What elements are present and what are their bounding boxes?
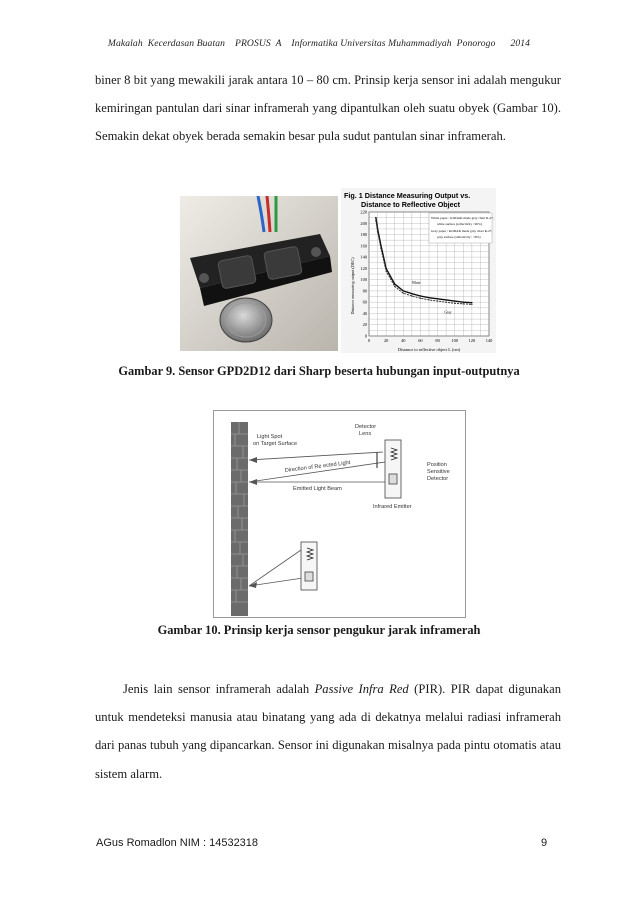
data-point-gray: [380, 248, 381, 249]
data-point-gray: [403, 292, 404, 293]
coin-icon: [220, 298, 272, 342]
x-tick-label: 140: [485, 338, 493, 343]
paragraph-1: biner 8 bit yang mewakili jarak antara 10 – 80 cm. Prinsip kerja sensor ini adalah mengukur kemiringan pantulan dari sinar inframerah yang dipantulkan oleh suatu obyek (Gambar 10). Semakin dekat obyek berada semakin besar pula sudut pantulan sinar inframerah.: [95, 73, 561, 144]
label-psd-1: Position: [427, 462, 447, 468]
data-point-white: [420, 295, 421, 296]
data-point-white: [428, 297, 429, 298]
legend-line2: white surface (reflectivity : 90%): [437, 222, 483, 226]
paragraph-2-emphasis: Passive Infra Red: [314, 682, 409, 696]
data-point-gray: [437, 300, 438, 301]
ir-principle-diagram: [213, 410, 466, 618]
data-point-gray: [377, 231, 378, 232]
data-point-white: [471, 302, 472, 303]
figure9-caption: Gambar 9. Sensor GPD2D12 dari Sharp beserta hubungan input-outputnya: [118, 364, 520, 378]
page-number: 9: [541, 837, 548, 849]
running-header: Makalah Kecerdasan Buatan PROSUS A Informatika Universitas Muhammadiyah Ponorogo 2014: [107, 38, 531, 49]
label-emitted-beam: Emitted Light Beam: [293, 486, 342, 492]
data-point-white: [375, 217, 376, 218]
y-tick-label: 0: [364, 333, 367, 339]
data-point-gray: [385, 270, 386, 271]
y-tick-label: 100: [360, 277, 367, 283]
sensor-assembly-near: [301, 542, 317, 590]
label-psd-2: Sensitive: [427, 469, 450, 475]
data-point-white: [437, 298, 438, 299]
distance-output-chart: [341, 188, 496, 353]
chart-title-line2: Distance to Reflective Object: [361, 200, 461, 209]
label-light-spot-2: on Target Surface: [253, 441, 298, 447]
data-point-gray: [411, 295, 412, 296]
y-tick-label: 200: [360, 220, 367, 226]
label-reflected-light: Direction of Re ected Light: [284, 459, 351, 474]
y-tick-label: 220: [360, 209, 367, 215]
data-point-white: [454, 300, 455, 301]
y-tick-label: 20: [362, 322, 367, 328]
label-psd-3: Detector: [427, 476, 449, 482]
legend-line1: White paper : KODAK made gray chart R-27,: [431, 216, 494, 220]
y-tick-label: 180: [360, 232, 367, 238]
y-tick-label: 160: [360, 243, 367, 249]
data-point-gray: [420, 298, 421, 299]
legend-line3: Gray paper : KODAK made gray chart R-27,: [431, 229, 493, 233]
y-tick-label: 120: [360, 265, 367, 271]
data-point-gray: [454, 303, 455, 304]
data-point-white: [445, 299, 446, 300]
y-tick-label: 40: [362, 310, 367, 316]
legend-line4: gray surface (reflectivity : 18%): [437, 235, 481, 239]
data-point-gray: [463, 303, 464, 304]
x-tick-label: 100: [451, 338, 459, 343]
data-point-gray: [445, 301, 446, 302]
y-tick-label: 80: [362, 288, 367, 294]
data-point-gray: [428, 299, 429, 300]
data-point-gray: [375, 220, 376, 221]
paragraph-2: [95, 675, 561, 788]
chart-xlabel: Distance to reflective object L (cm): [397, 347, 461, 352]
label-light-spot-1: Light Spot: [257, 434, 283, 440]
data-point-white: [411, 293, 412, 294]
sensor-photo: [180, 196, 338, 351]
series-label-gray: Gray: [444, 310, 452, 315]
x-tick-label: 40: [401, 338, 406, 343]
x-tick-label: 0: [367, 338, 371, 343]
y-tick-label: 60: [362, 299, 367, 305]
series-label-white: White: [411, 281, 421, 286]
chart-legend: [429, 213, 494, 243]
chart-title-line1: Fig. 1 Distance Measuring Output vs.: [344, 191, 471, 200]
data-point-gray: [394, 286, 395, 287]
x-tick-label: 80: [435, 338, 440, 343]
figure10-caption: Gambar 10. Prinsip kerja sensor pengukur jarak inframerah: [157, 623, 481, 637]
x-tick-label: 120: [468, 338, 476, 343]
x-tick-label: 20: [383, 338, 389, 343]
x-tick-label: 60: [418, 338, 423, 343]
paragraph-2-text-b: (PIR). PIR dapat digunakan untuk mendeteksi manusia atau binatang yang ada di dekatnya melalui radiasi inframerah dari panas tubuh yang dipancarkan. Sensor ini digunakan misalnya pada pintu otomatis atau sistem alarm.: [95, 682, 561, 781]
y-tick-label: 140: [360, 254, 367, 260]
label-detector-2: Lens: [359, 431, 372, 437]
data-point-white: [463, 301, 464, 302]
target-wall: [231, 422, 248, 616]
footer-author: AGus Romadlon NIM : 14532318: [96, 837, 259, 849]
label-infrared-emitter: Infrared Emitter: [373, 504, 412, 510]
chart-ylabel: Distance measuring output (DEC): [350, 257, 355, 315]
paragraph-2-text-a: Jenis lain sensor inframerah adalah: [123, 682, 315, 696]
data-point-white: [403, 290, 404, 291]
label-detector-1: Detector: [355, 424, 377, 430]
data-point-gray: [471, 304, 472, 305]
